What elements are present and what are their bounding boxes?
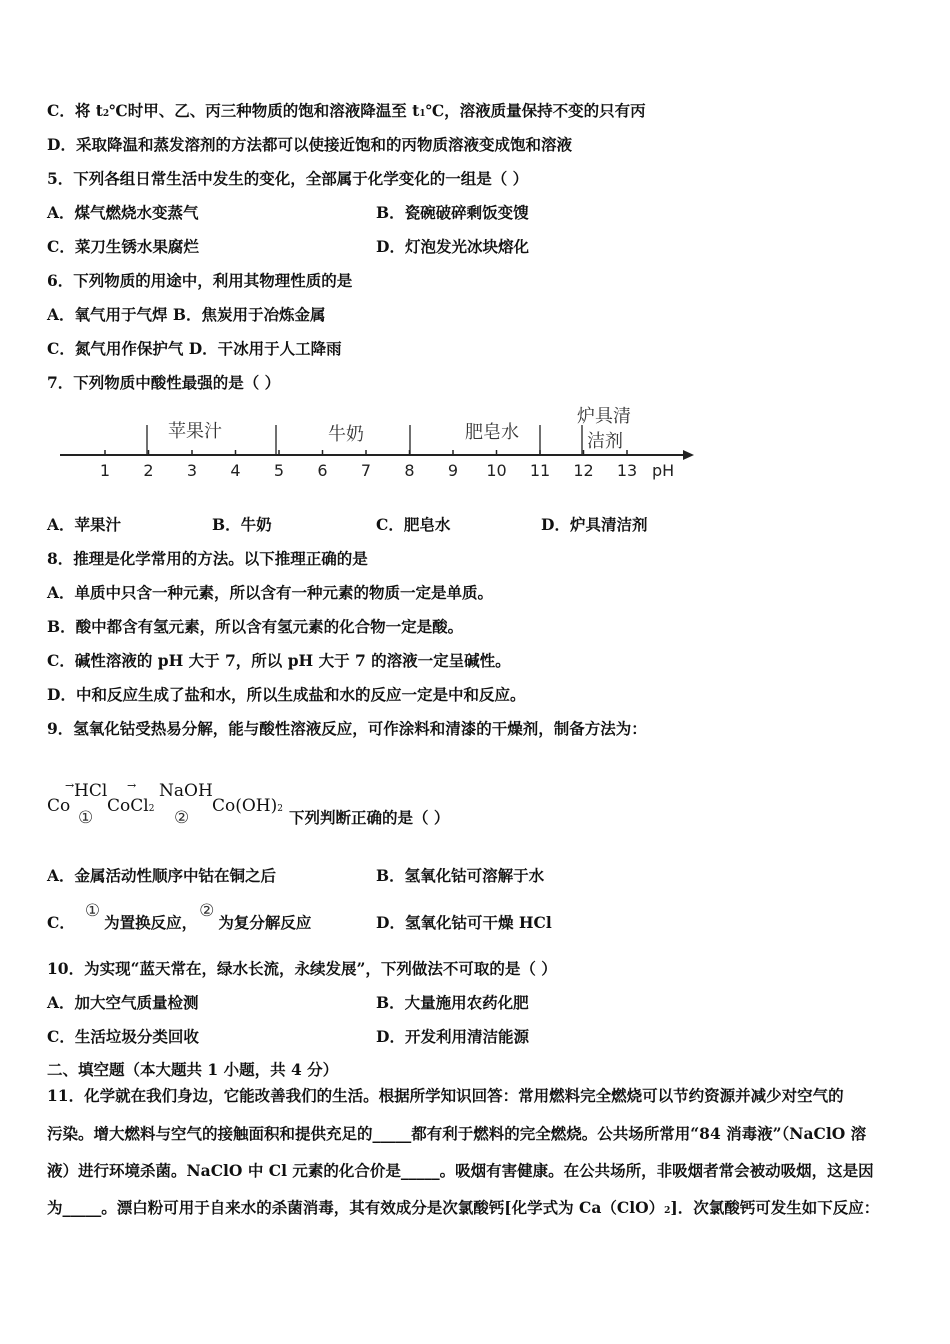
ph-tick-label: 11: [529, 461, 551, 480]
q5-option-a: A．煤气燃烧水变蒸气: [47, 203, 199, 222]
label-soap-water: 肥皂水: [465, 422, 519, 443]
ph-tick-label: 10: [486, 461, 507, 480]
eq-coh2: Co(OH)2: [212, 796, 284, 816]
eq-step-1: ①: [78, 808, 94, 828]
q9-option-b: B．氢氧化钴可溶解于水: [376, 866, 545, 885]
q7-stem: 7．下列物质中酸性最强的是（ ）: [47, 373, 281, 392]
option-d-previous: D．采取降温和蒸发溶剂的方法都可以使接近饱和的丙物质溶液变成饱和溶液: [47, 135, 572, 154]
q7-option-d: D．炉具清洁剂: [541, 515, 648, 534]
q11-line-2: 污染。增大燃料与空气的接触面积和提供充足的_____都有利于燃料的完全燃烧。公共场所常用“84 消毒液”（NaClO 溶: [47, 1124, 867, 1143]
ph-tick-label: 13: [616, 461, 638, 480]
q5-option-d: D．灯泡发光冰块熔化: [376, 237, 529, 256]
ph-tick-label: 4: [230, 461, 241, 480]
label-oven-cleaner-2: 洁剂: [587, 431, 623, 452]
ph-unit-label: pH: [652, 461, 675, 480]
q8-stem: 8．推理是化学常用的方法。以下推理正确的是: [47, 549, 368, 568]
ph-scale-diagram: [0, 398, 950, 488]
q6-options-ab: A．氧气用于气焊 B．焦炭用于冶炼金属: [47, 305, 326, 324]
q11-line-3: 液）进行环境杀菌。NaClO 中 Cl 元素的化合价是_____。吸烟有害健康。在公共场所，非吸烟者常会被动吸烟，这是因: [47, 1161, 874, 1180]
option-c-previous: C．将 t2℃时甲、乙、丙三种物质的饱和溶液降温至 t1℃，溶液质量保持不变的只有丙: [47, 101, 646, 120]
q5-stem: 5．下列各组日常生活中发生的变化，全部属于化学变化的一组是（ ）: [47, 169, 529, 188]
q10-option-d: D．开发利用清洁能源: [376, 1027, 529, 1046]
eq-arrow-2: →: [127, 779, 137, 792]
q9-option-a: A．金属活动性顺序中钴在铜之后: [47, 866, 277, 885]
q6-options-cd: C．氮气用作保护气 D．干冰用于人工降雨: [47, 339, 342, 358]
ph-tick-label: 6: [317, 461, 328, 480]
eq-arrow-1: →: [65, 779, 75, 792]
ph-tick-label: 5: [273, 461, 285, 480]
q11-line-4: 为_____。漂白粉可用于自来水的杀菌消毒，其有效成分是次氯酸钙[化学式为 Ca（ClO）2]．次氯酸钙可发生如下反应：: [47, 1198, 880, 1217]
q8-option-a: A．单质中只含一种元素，所以含有一种元素的物质一定是单质。: [47, 583, 494, 602]
eq-cocl2: CoCl2: [107, 796, 155, 816]
eq-naoh: NaOH: [159, 781, 213, 801]
reaction-scheme: [47, 778, 567, 838]
q8-option-c: C．碱性溶液的 pH 大于 7，所以 pH 大于 7 的溶液一定呈碱性。: [47, 651, 511, 670]
q8-option-d: D．中和反应生成了盐和水，所以生成盐和水的反应一定是中和反应。: [47, 685, 526, 704]
ph-tick-label: 2: [143, 461, 154, 480]
q10-stem: 10．为实现“蓝天常在，绿水长流，永续发展”，下列做法不可取的是（ ）: [47, 959, 557, 978]
label-oven-cleaner-1: 炉具清: [577, 406, 631, 427]
ph-tick-label: 3: [186, 461, 198, 480]
label-milk: 牛奶: [328, 424, 364, 445]
eq-co: Co: [47, 796, 71, 816]
q7-option-c: C．肥皂水: [376, 515, 451, 534]
q7-option-a: A．苹果汁: [47, 515, 122, 534]
q7-option-b: B．牛奶: [212, 515, 272, 534]
q5-option-c: C．菜刀生锈水果腐烂: [47, 237, 199, 256]
q10-option-c: C．生活垃圾分类回收: [47, 1027, 199, 1046]
q9-option-c: C．①为置换反应，②为复分解反应: [47, 901, 312, 932]
q5-option-b: B．瓷碗破碎剩饭变馊: [376, 203, 529, 222]
q9-question: 下列判断正确的是（ ）: [289, 808, 450, 827]
q8-option-b: B．酸中都含有氢元素，所以含有氢元素的化合物一定是酸。: [47, 617, 464, 636]
ph-tick-label: 9: [447, 461, 459, 480]
ph-tick-label: 7: [360, 461, 372, 480]
ph-axis-arrow: [683, 450, 694, 460]
section-heading: 二、填空题（本大题共 1 小题，共 4 分）: [47, 1060, 339, 1079]
q9-stem: 9．氢氧化钴受热易分解，能与酸性溶液反应，可作涂料和清漆的干燥剂，制备方法为：: [47, 719, 647, 738]
q9-option-d: D．氢氧化钴可干燥 HCl: [376, 913, 552, 932]
ph-tick-label: 12: [573, 461, 594, 480]
ph-tick-label: 8: [404, 461, 415, 480]
q10-option-a: A．加大空气质量检测: [47, 993, 199, 1012]
q10-option-b: B．大量施用农药化肥: [376, 993, 529, 1012]
eq-step-2: ②: [174, 808, 190, 828]
ph-tick-label: 1: [99, 461, 111, 480]
label-apple-juice: 苹果汁: [168, 421, 222, 442]
eq-hcl: HCl: [74, 781, 108, 801]
q11-line-1: 11．化学就在我们身边，它能改善我们的生活。根据所学知识回答：常用燃料完全燃烧可以节约资源并减少对空气的: [47, 1086, 844, 1105]
q6-stem: 6．下列物质的用途中，利用其物理性质的是: [47, 271, 353, 290]
